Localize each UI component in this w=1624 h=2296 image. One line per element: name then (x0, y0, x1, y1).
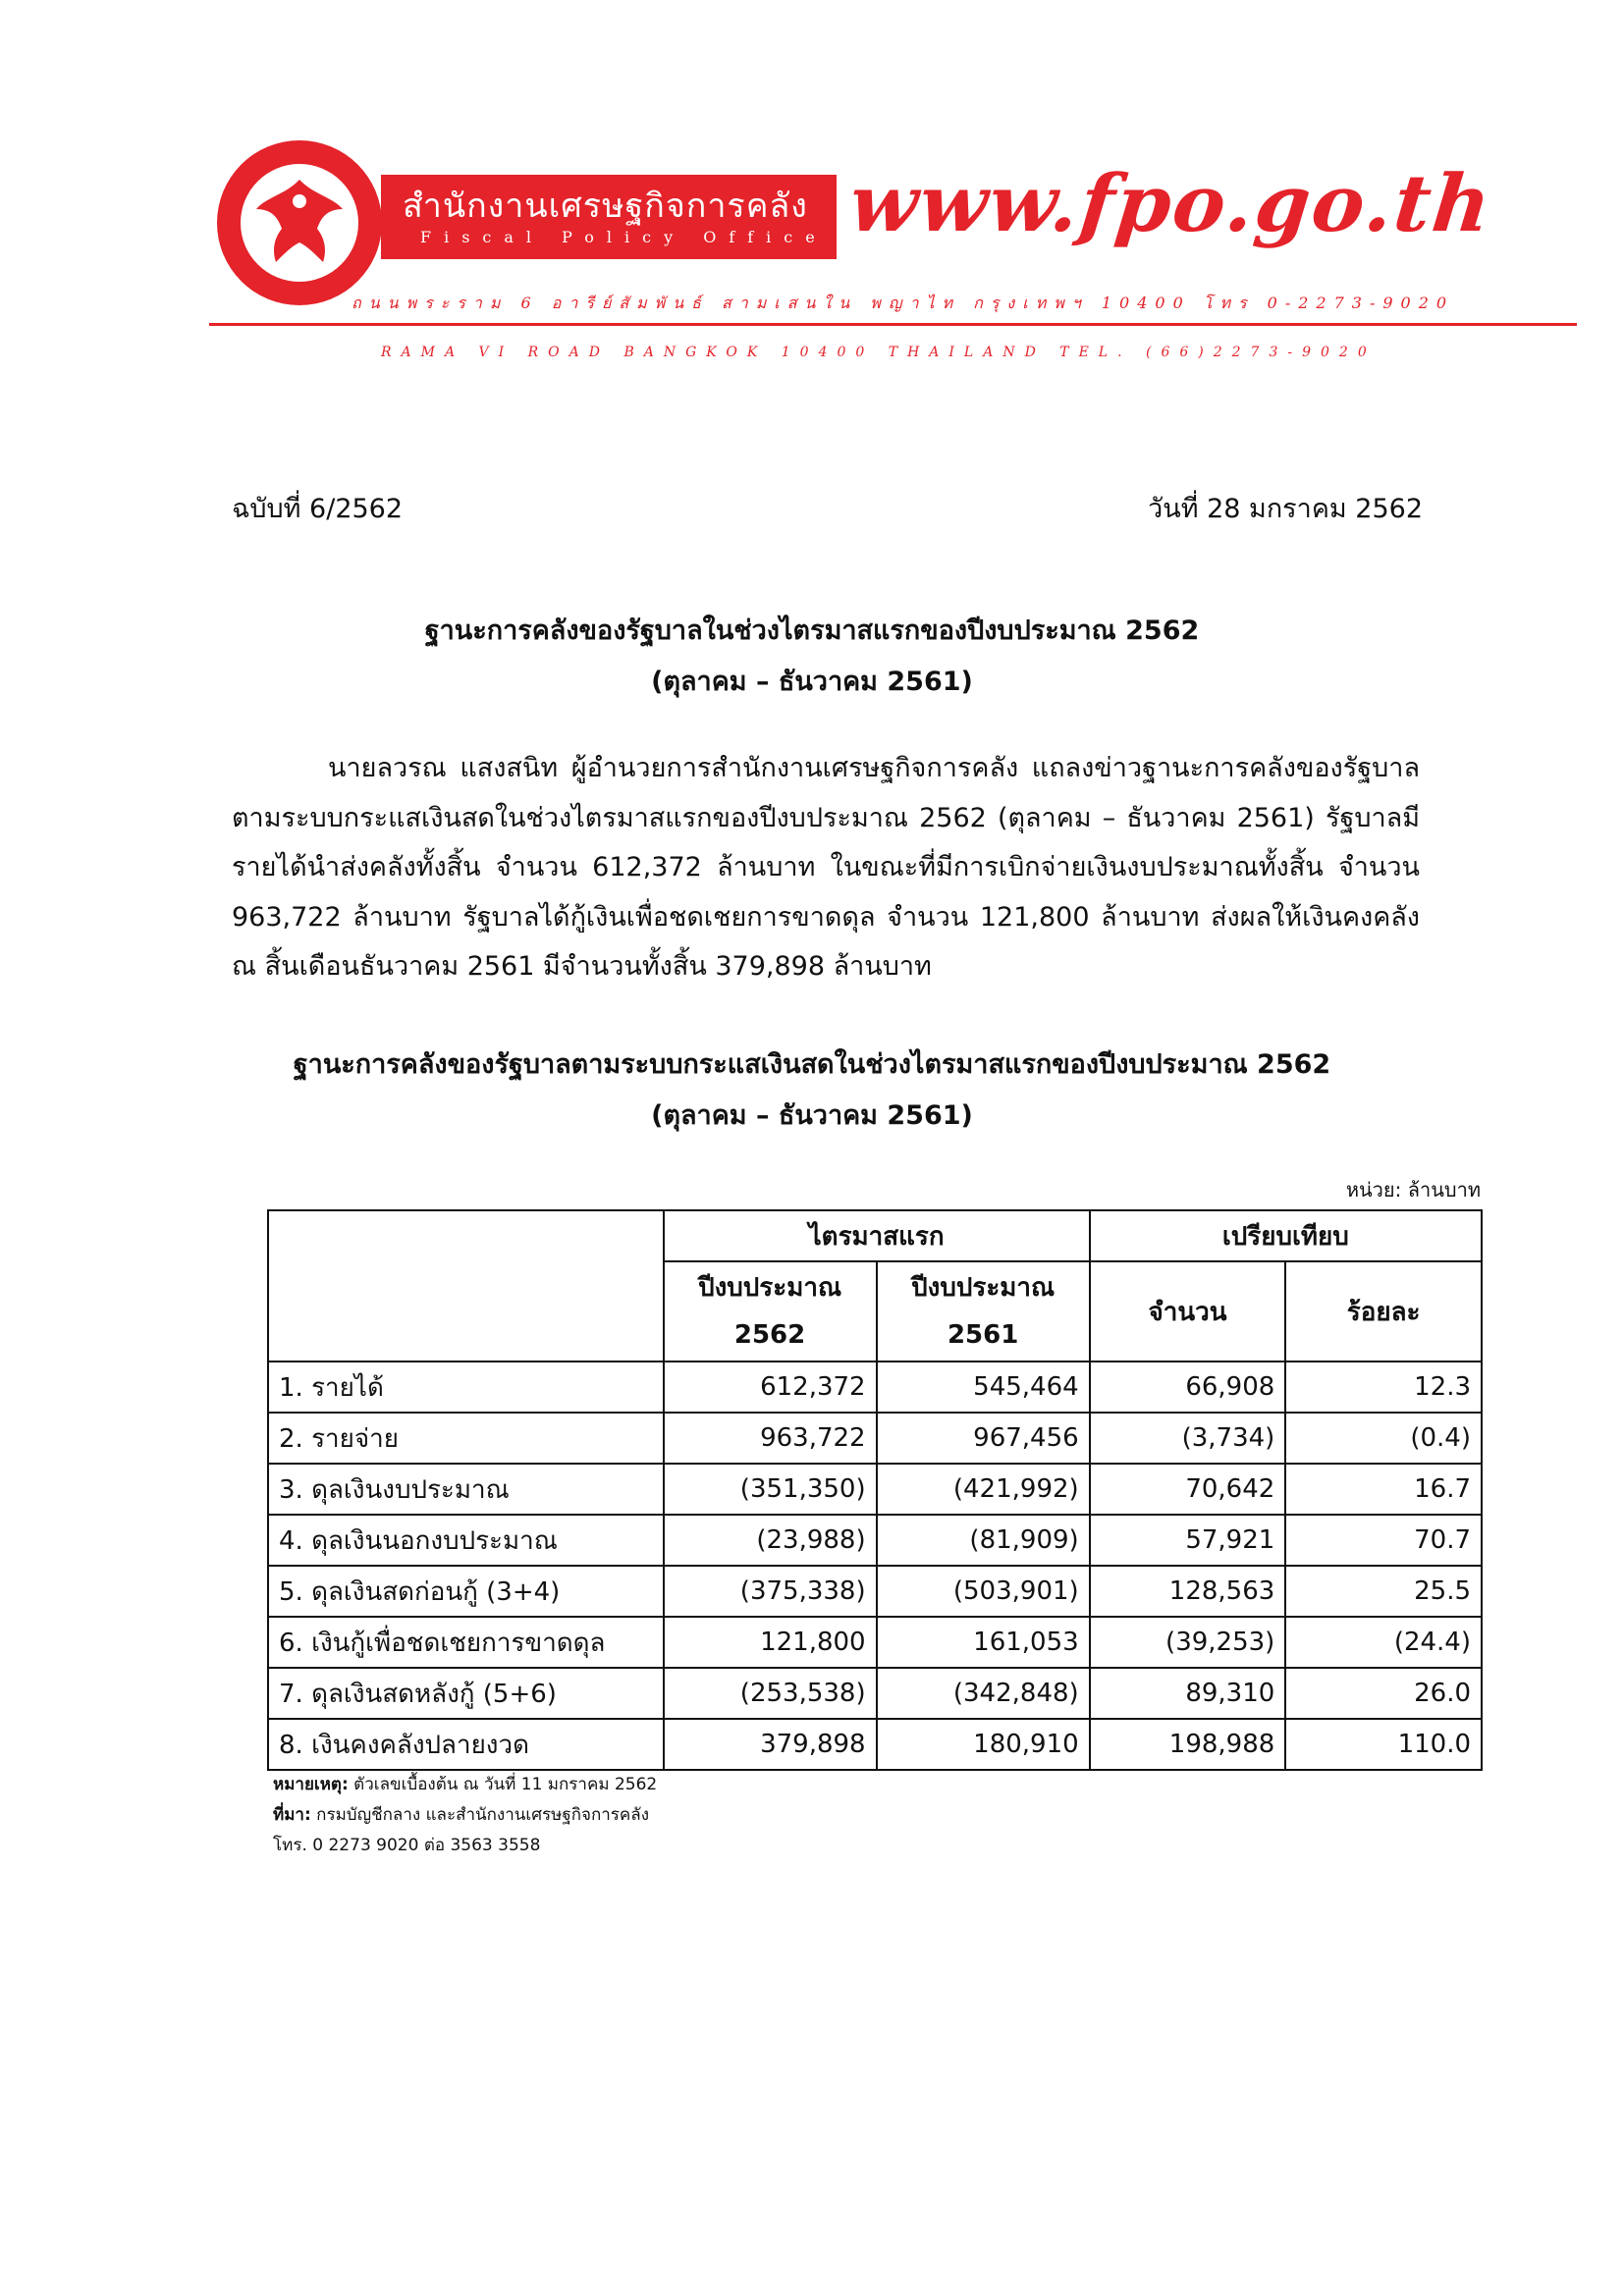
table-row (268, 1566, 1482, 1617)
office-name-thai: สำนักงานเศรษฐกิจการคลัง (403, 187, 808, 226)
table-row (268, 1719, 1482, 1770)
cell-percent: (24.4) (1285, 1617, 1482, 1668)
cell-fy2561: 180,910 (877, 1719, 1090, 1770)
row-label: 4. ดุลเงินนอกงบประมาณ (268, 1515, 664, 1566)
cell-percent: 12.3 (1285, 1362, 1482, 1413)
cell-fy2561: (421,992) (877, 1464, 1090, 1515)
header-fy2562 (664, 1261, 877, 1362)
cell-fy2562: (23,988) (664, 1515, 877, 1566)
cell-fy2561: 967,456 (877, 1413, 1090, 1464)
table-row (268, 1464, 1482, 1515)
table-header-row (268, 1210, 1482, 1261)
source-text: กรมบัญชีกลาง และสำนักงานเศรษฐกิจการคลัง (310, 1805, 650, 1825)
document-subtitle: (ตุลาคม – ธันวาคม 2561) (651, 667, 973, 697)
cell-percent: 16.7 (1285, 1464, 1482, 1515)
row-label: 3. ดุลเงินงบประมาณ (268, 1464, 664, 1515)
cell-percent: 70.7 (1285, 1515, 1482, 1566)
cell-percent: (0.4) (1285, 1413, 1482, 1464)
office-banner (381, 175, 837, 259)
remark-label: หมายเหตุ: (273, 1775, 349, 1794)
table-row (268, 1413, 1482, 1464)
cell-fy2561: 161,053 (877, 1617, 1090, 1668)
garuda-emblem-icon (217, 140, 382, 305)
row-label: 2. รายจ่าย (268, 1413, 664, 1464)
row-label: 7. ดุลเงินสดหลังกู้ (5+6) (268, 1668, 664, 1719)
header-fy2561-year: 2561 (947, 1320, 1019, 1350)
header-first-quarter: ไตรมาสแรก (664, 1210, 1090, 1261)
cell-fy2562: 963,722 (664, 1413, 877, 1464)
table-row (268, 1362, 1482, 1413)
table-subtitle: (ตุลาคม – ธันวาคม 2561) (651, 1100, 973, 1131)
header-blank-cell (268, 1210, 664, 1362)
remark-text: ตัวเลขเบื้องต้น ณ วันที่ 11 มกราคม 2562 (348, 1775, 658, 1794)
website-link[interactable]: www.fpo.go.th (845, 157, 1497, 249)
cell-percent: 26.0 (1285, 1668, 1482, 1719)
address-english: RAMA VI ROAD BANGKOK 10400 THAILAND TEL. (66)2273-9020 (381, 345, 1377, 360)
issue-number: ฉบับที่ 6/2562 (232, 494, 404, 524)
cell-amount: 198,988 (1090, 1719, 1286, 1770)
cell-fy2562: 379,898 (664, 1719, 877, 1770)
cell-fy2562: (375,338) (664, 1566, 877, 1617)
cell-fy2561: 545,464 (877, 1362, 1090, 1413)
row-label: 1. รายได้ (268, 1362, 664, 1413)
header-fy2561-label: ปีงบประมาณ (911, 1273, 1056, 1303)
header-fy2562-year: 2562 (733, 1320, 806, 1350)
table-title: ฐานะการคลังของรัฐบาลตามระบบกระแสเงินสดในช่วงไตรมาสแรกของปีงบประมาณ 2562 (293, 1049, 1331, 1080)
row-label: 6. เงินกู้เพื่อชดเชยการขาดดุล (268, 1617, 664, 1668)
row-label: 5. ดุลเงินสดก่อนกู้ (3+4) (268, 1566, 664, 1617)
body-paragraph-text: นายลวรณ แสงสนิท ผู้อำนวยการสำนักงานเศรษฐกิจการคลัง แถลงข่าวฐานะการคลังของรัฐบาลตามระบบกระแสเงินสดในช่วงไตรมาสแรกของปีงบประมาณ 2562 (ตุลาคม – ธันวาคม 2561) รัฐบาลมีรายได้นำส่งคลังทั้งสิ้น จำนวน 612,372 ล้านบาท ในขณะที่มีการเบิกจ่ายเงินงบประมาณทั้งสิ้น จำนวน 963,722 ล้านบาท รัฐบาลได้กู้เงินเพื่อชดเชยการขาดดุล จำนวน 121,800 ล้านบาท ส่งผลให้เงินคงคลัง ณ สิ้นเดือนธันวาคม 2561 มีจำนวนทั้งสิ้น 379,898 ล้านบาท (232, 753, 1420, 982)
cell-fy2561: (81,909) (877, 1515, 1090, 1566)
cell-percent: 110.0 (1285, 1719, 1482, 1770)
header-comparison: เปรียบเทียบ (1090, 1210, 1482, 1261)
fiscal-position-table (267, 1209, 1483, 1771)
address-thai: ถนนพระราม 6 อารีย์สัมพันธ์ สามเสนใน พญาไท กรุงเทพฯ 10400 โทร 0-2273-9020 (352, 294, 1455, 312)
fpo-seal-logo (217, 140, 382, 305)
cell-amount: 89,310 (1090, 1668, 1286, 1719)
header-fy2561 (877, 1261, 1090, 1362)
source-label: ที่มา: (273, 1805, 311, 1825)
unit-label: หน่วย: ล้านบาท (1345, 1178, 1481, 1201)
document-title: ฐานะการคลังของรัฐบาลในช่วงไตรมาสแรกของปีงบประมาณ 2562 (424, 615, 1200, 646)
row-label: 8. เงินคงคลังปลายงวด (268, 1719, 664, 1770)
cell-amount: 66,908 (1090, 1362, 1286, 1413)
table-row (268, 1668, 1482, 1719)
source-note (273, 1801, 649, 1828)
header-divider (209, 323, 1577, 326)
body-paragraph (232, 744, 1420, 992)
cell-fy2562: 121,800 (664, 1617, 877, 1668)
issue-date: วันที่ 28 มกราคม 2562 (1148, 494, 1423, 524)
cell-fy2562: (351,350) (664, 1464, 877, 1515)
header-percent: ร้อยละ (1285, 1261, 1482, 1362)
cell-percent: 25.5 (1285, 1566, 1482, 1617)
table-row (268, 1617, 1482, 1668)
remark-note (273, 1771, 657, 1797)
header-fy2562-label: ปีงบประมาณ (698, 1273, 842, 1303)
table-row (268, 1515, 1482, 1566)
office-name-english: Fiscal Policy Office (420, 228, 828, 246)
cell-fy2562: (253,538) (664, 1668, 877, 1719)
cell-amount: (3,734) (1090, 1413, 1286, 1464)
cell-amount: 57,921 (1090, 1515, 1286, 1566)
cell-amount: 70,642 (1090, 1464, 1286, 1515)
phone-note: โทร. 0 2273 9020 ต่อ 3563 3558 (273, 1836, 541, 1855)
cell-fy2561: (503,901) (877, 1566, 1090, 1617)
cell-fy2562: 612,372 (664, 1362, 877, 1413)
header-amount: จำนวน (1090, 1261, 1286, 1362)
cell-fy2561: (342,848) (877, 1668, 1090, 1719)
cell-amount: 128,563 (1090, 1566, 1286, 1617)
cell-amount: (39,253) (1090, 1617, 1286, 1668)
